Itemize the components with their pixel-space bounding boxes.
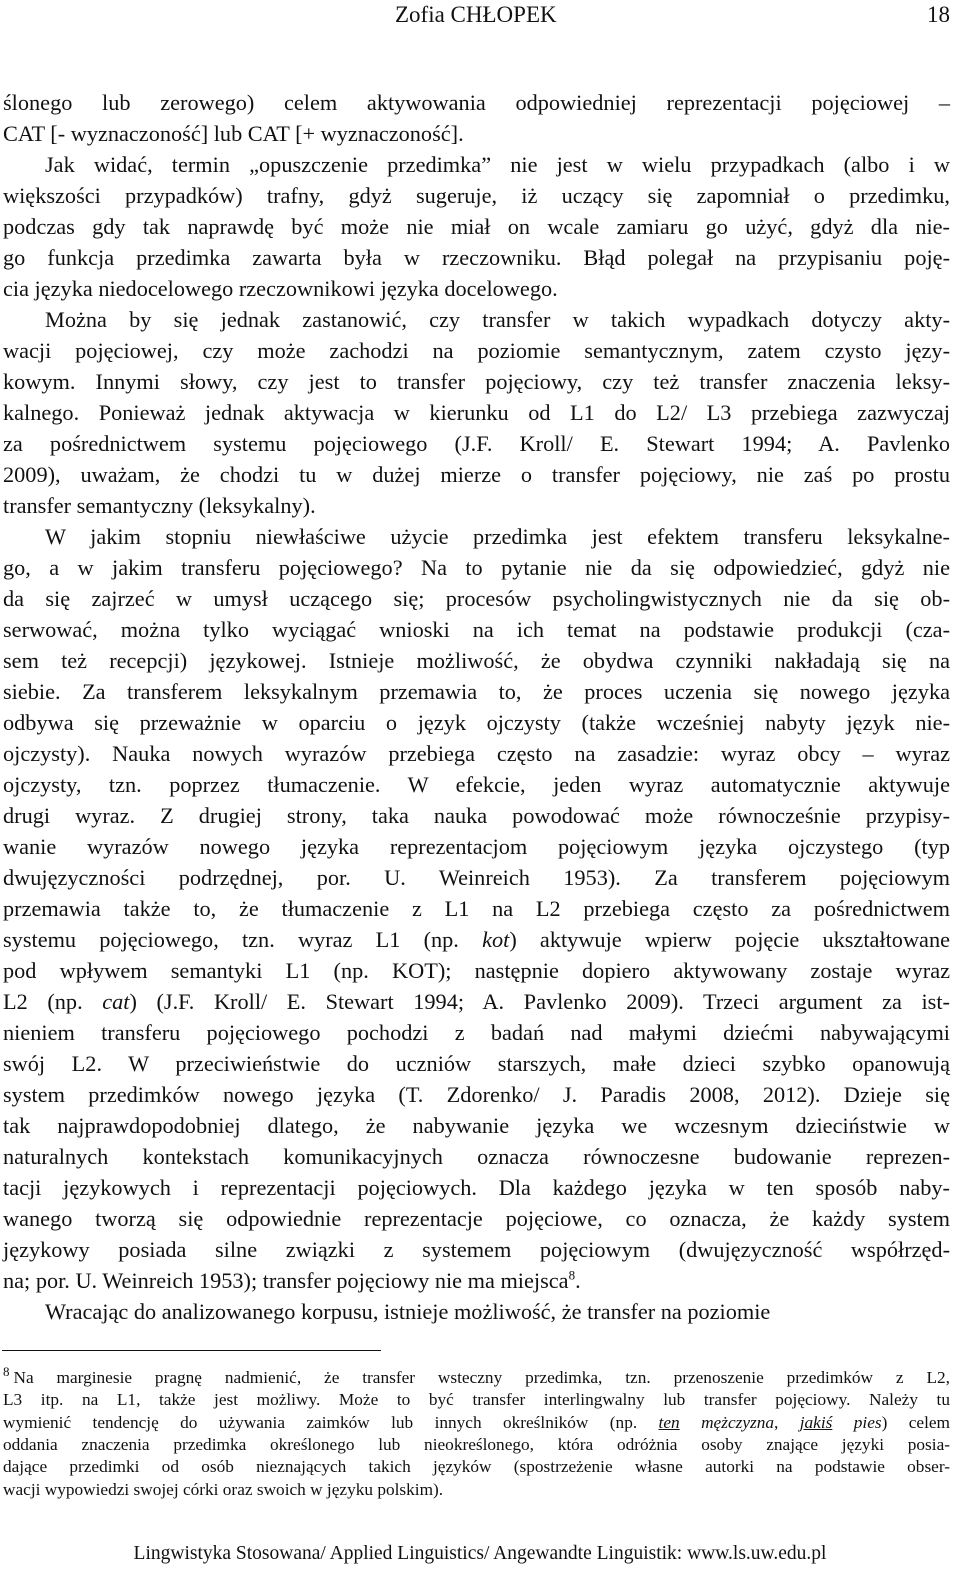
text-line: ojczysty). Nauka nowych wyrazów przebiega często na zasadzie: wyraz obcy – wyraz [3, 741, 950, 766]
text-line: kalnego. Ponieważ jednak aktywacja w kierunku od L1 do L2/ L3 przebiega zazwyczaj [3, 400, 950, 425]
footnote-line: dające przedimki od osób nieznających takich języków (spostrzeżenie własne autorki na podstawie obser- [3, 1457, 950, 1477]
text-line [3, 924, 950, 955]
text-line: transfer semantyczny (leksykalny). [3, 493, 316, 518]
text-line: naturalnych kontekstach komunikacyjnych oznacza równoczesne budowanie reprezen- [3, 1144, 950, 1169]
footnote-reference[interactable]: 8 [568, 1267, 576, 1283]
text-line: podczas gdy tak naprawdę być może nie miał on wcale zamiaru go użyć, gdyż dla nie- [3, 214, 950, 239]
text-line: swój L2. W przeciwieństwie do uczniów starszych, małe dzieci szybko opanowują [3, 1051, 950, 1076]
text-line: Można by się jednak zastanowić, czy transfer w takich wypadkach dotyczy akty- [45, 307, 950, 332]
example-word: cat [102, 989, 130, 1014]
example-word: mężczyzna [701, 1412, 775, 1432]
text-line: sem też recepcji) językowej. Istnieje możliwość, że obydwa czynniki nakładają się na [3, 648, 950, 673]
footnote-divider [2, 1350, 381, 1351]
text-line: da się zajrzeć w umysł uczącego się; procesów psycholingwistycznych nie da się ob- [3, 586, 950, 611]
text-line-part: na; por. U. Weinreich 1953); transfer pojęciowy nie ma miejsca [3, 1268, 569, 1293]
text-line: ojczysty, tzn. poprzez tłumaczenie. W efekcie, jeden wyraz automatycznie aktywuje [3, 772, 950, 797]
text-line: pod wpływem semantyki L1 (np. KOT); następnie dopiero aktywowany zostaje wyraz [3, 958, 950, 983]
text-line [3, 1265, 950, 1296]
page-footer: Lingwistyka Stosowana/ Applied Linguistics/ Angewandte Linguistik: www.ls.uw.edu.pl [133, 1543, 827, 1564]
text-line: Jak widać, termin „opuszczenie przedimka” nie jest w wielu przypadkach (albo i w [45, 152, 950, 177]
text-line: drugi wyraz. Z drugiej strony, taka nauka powodować może równocześnie przypisy- [3, 803, 950, 828]
text-line-part: systemu pojęciowego, tzn. wyraz L1 (np. kot) aktywuje wpierw pojęcie ukształtowane [3, 927, 951, 952]
example-word: jakiś [799, 1412, 833, 1432]
text-line: wanego tworzą się odpowiednie reprezentacje pojęciowe, co oznacza, że każdy system [3, 1206, 950, 1231]
text-line: 2009), uważam, że chodzi tu w dużej mierze o transfer pojęciowy, nie zaś po prostu [3, 462, 950, 487]
text-line: serwować, można tylko wyciągać wnioski na ich temat na podstawie produkcji (cza- [3, 617, 950, 642]
footnote-line: oddania znaczenia przedimka określonego lub nieokreślonego, która odróżnia osoby znające języki posia- [3, 1434, 950, 1454]
text-line: odbywa się przeważnie w oparciu o język ojczysty (także wcześniej nabyty język nie- [3, 710, 950, 735]
period: . [575, 1268, 581, 1293]
text-line: go, a w jakim transferu pojęciowego? Na to pytanie nie da się odpowiedzieć, gdyż nie [3, 555, 950, 580]
example-word: ten [658, 1412, 680, 1432]
example-word: kot [482, 927, 510, 952]
text-line: siebie. Za transferem leksykalnym przemawia to, że proces uczenia się nowego języka [3, 679, 950, 704]
text-line: tak najprawdopodobniej dlatego, że nabywanie języka we wczesnym dzieciństwie w [3, 1113, 950, 1138]
example-word: pies [853, 1412, 882, 1432]
text-line: W jakim stopniu niewłaściwe użycie przedimka jest efektem transferu leksykalne- [45, 524, 950, 549]
footnote-number: 8 [3, 1364, 10, 1380]
text-line: wacji pojęciowej, czy może zachodzi na poziomie semantycznym, zatem czysto języ- [3, 338, 950, 363]
footnote-text: wymienić tendencję do używania zaimków lub innych określników (np. [3, 1412, 638, 1432]
header-author: Zofia CHŁOPEK [395, 2, 557, 27]
text-line: wanie wyrazów nowego języka reprezentacjom pojęciowym języka ojczystego (typ [3, 834, 950, 859]
text-line: przemawia także to, że tłumaczenie z L1 na L2 przebiega często za pośrednictwem [3, 896, 950, 921]
text-line: ślonego lub zerowego) celem aktywowania odpowiedniej reprezentacji pojęciowej – [3, 90, 950, 115]
text-line: tacji językowych i reprezentacji pojęciowych. Dla każdego języka w ten sposób naby- [3, 1175, 950, 1200]
footnote-text: Na marginesie pragnę nadmienić, że transfer wsteczny przedimka, tzn. przenoszenie przedimków z L2, [13, 1368, 950, 1387]
text-line: L2 (np. cat) (J.F. Kroll/ E. Stewart 1994; A. Pavlenko 2009). Trzeci argument za ist- [3, 989, 950, 1014]
footnote-text: ) celem [881, 1412, 950, 1432]
text-line: językowy posiada silne związki z systemem pojęciowym (dwujęzyczność współrzęd- [3, 1237, 950, 1262]
footnote-line: L3 itp. na L1, także jest możliwy. Może to być transfer interlingwalny lub transfer pojęciowy. Należy tu [3, 1390, 950, 1410]
text-line: go funkcja przedimka zawarta była w rzeczowniku. Błąd polegał na przypisaniu poję- [3, 245, 950, 270]
text-line: kowym. Innymi słowy, czy jest to transfer pojęciowy, czy też transfer znaczenia leksy- [3, 369, 950, 394]
text-line: Wracając do analizowanego korpusu, istnieje możliwość, że transfer na poziomie [45, 1299, 771, 1324]
text-line: system przedimków nowego języka (T. Zdorenko/ J. Paradis 2008, 2012). Dzieje się [3, 1082, 950, 1107]
text-line: dwujęzyczności podrzędnej, por. U. Weinreich 1953). Za transferem pojęciowym [3, 865, 950, 890]
footnote-line [3, 1364, 950, 1389]
running-header [0, 0, 960, 40]
text-line: nieniem transferu pojęciowego pochodzi z badań nad małymi dziećmi nabywającymi [3, 1020, 950, 1045]
text-line: CAT [- wyznaczoność] lub CAT [+ wyznaczoność]. [3, 121, 464, 146]
text-line: za pośrednictwem systemu pojęciowego (J.F. Kroll/ E. Stewart 1994; A. Pavlenko [3, 431, 950, 456]
text-line: cia języka niedocelowego rzeczownikowi języka docelowego. [3, 276, 558, 301]
text-line: większości przypadków) trafny, gdyż sugeruje, iż uczący się zapomniał o przedimku, [3, 183, 950, 208]
footnote-line: wacji wypowiedzi swojej córki oraz swoich w języku polskim). [3, 1479, 444, 1499]
page-number: 18 [927, 2, 950, 27]
footnote-line: wymienić tendencję do używania zaimków lub innych określników (np. ten mężczyzna, jakiś pies) celem [3, 1412, 950, 1432]
